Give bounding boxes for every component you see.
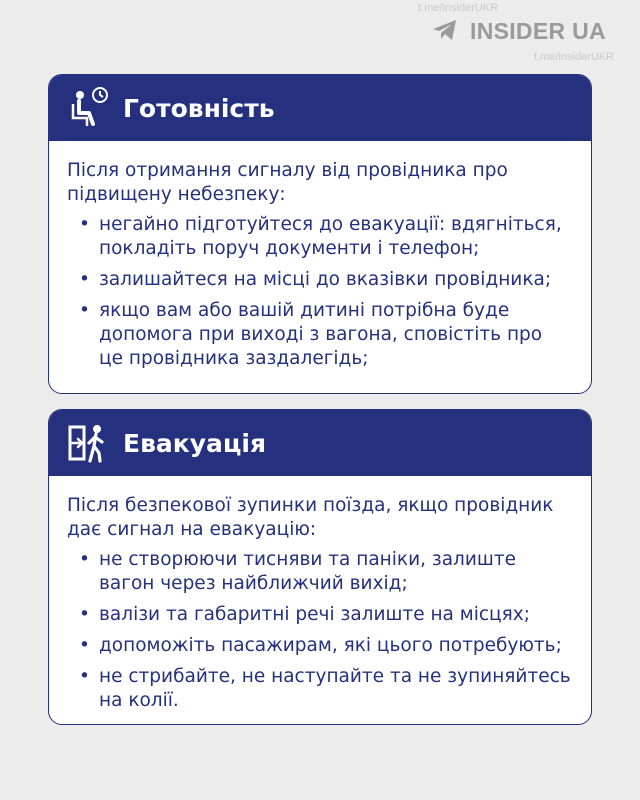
readiness-card xyxy=(48,74,592,394)
list-item: • валізи та габаритні речі залиште на місцях; xyxy=(67,603,571,627)
list-item: • не створюючи тисняви та паніки, залиште вагон через найближчий вихід; xyxy=(67,548,571,596)
telegram-icon xyxy=(432,19,458,45)
readiness-list xyxy=(67,213,571,371)
evacuation-list xyxy=(67,548,571,713)
seated-person-clock-icon xyxy=(67,86,111,130)
evacuation-intro: Після безпекової зупинки поїзда, якщо провідник дає сигнал на евакуацію: xyxy=(67,495,554,540)
list-item: • не стрибайте, не наступайте та не зупиняйтесь на колії. xyxy=(67,665,571,713)
evacuation-card xyxy=(48,409,592,725)
watermark-link-bottom: t.me/insiderUKR xyxy=(534,51,615,63)
readiness-header xyxy=(49,75,591,141)
list-item: • залишайтеся на місці до вказівки провідника; xyxy=(67,268,571,292)
watermark-link-top: t.me/insiderUKR xyxy=(418,2,499,14)
brand-watermark xyxy=(432,18,606,45)
evacuation-body xyxy=(49,476,591,713)
list-item: • допоможіть пасажирам, які цього потребують; xyxy=(67,634,571,658)
readiness-title: Готовність xyxy=(123,93,275,123)
list-item: • негайно підготуйтеся до евакуації: вдягніться, покладіть поруч документи і телефон; xyxy=(67,213,571,261)
brand-name: INSIDER UA xyxy=(470,18,606,44)
readiness-intro: Після отримання сигналу від провідника про підвищену небезпеку: xyxy=(67,160,508,205)
evacuation-header xyxy=(49,410,591,476)
list-item: • якщо вам або вашій дитині потрібна буде допомога при виході з вагона, сповістіть про це провідника заздалегідь; xyxy=(67,299,571,371)
evacuation-title: Евакуація xyxy=(123,428,267,458)
exit-door-walking-icon xyxy=(67,421,111,465)
readiness-body xyxy=(49,141,591,371)
